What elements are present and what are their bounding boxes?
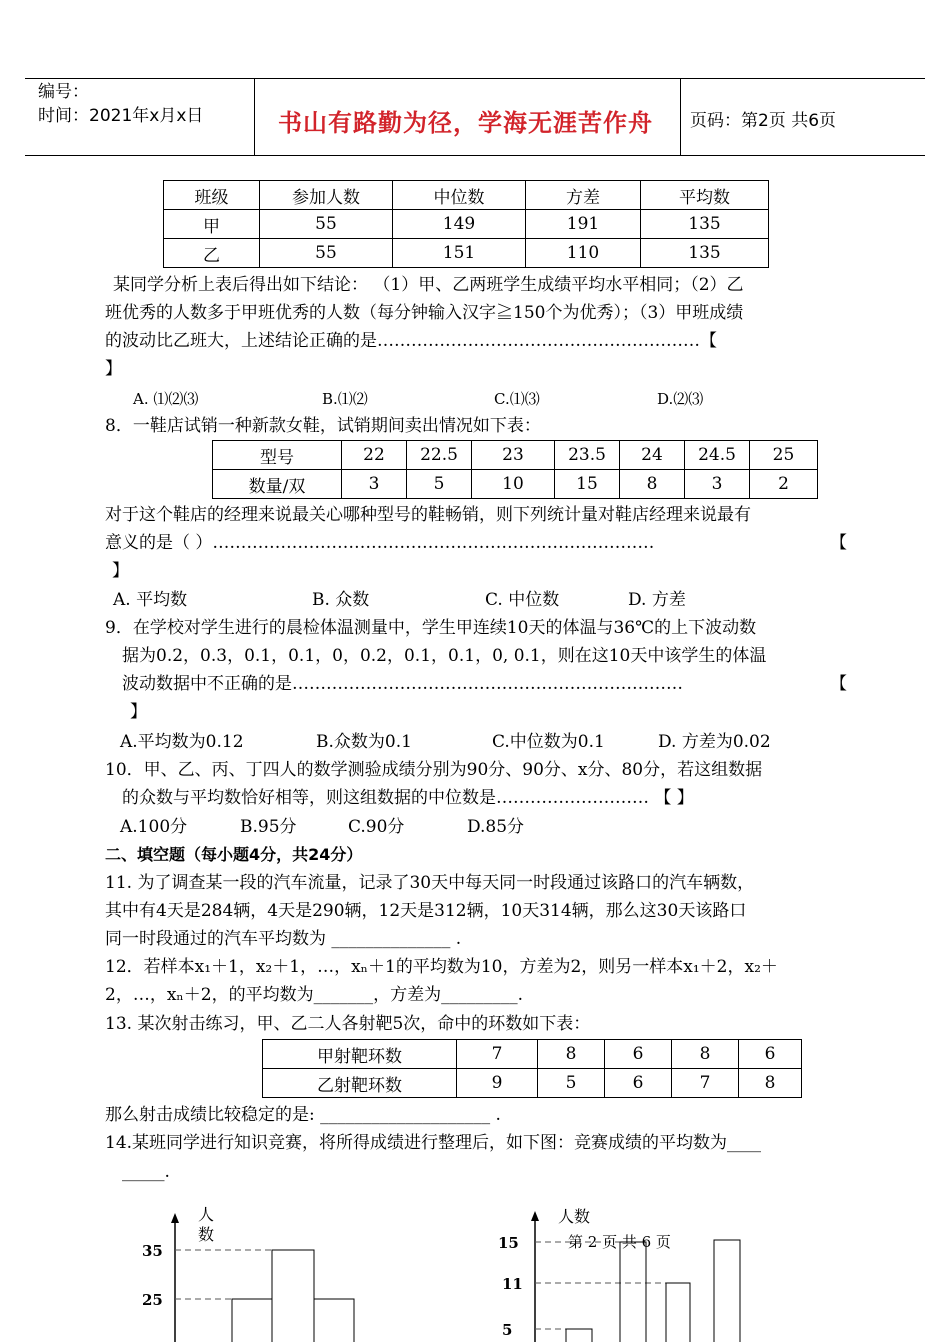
right-histogram <box>490 1195 770 1342</box>
table-row <box>263 1040 802 1069</box>
q7-option-c: C.⑴⑶ <box>494 390 540 408</box>
q10-option-a: A.100分 <box>120 817 188 837</box>
left-ylabel-2: 数 <box>198 1225 215 1244</box>
table-cell: 151 <box>393 239 526 268</box>
q10-line1: 10．甲、乙、丙、丁四人的数学测验成绩分别为90分、90分、x分、80分，若这组数据 <box>105 760 763 780</box>
table-header-cell: 方差 <box>526 181 641 210</box>
section-title-fill-in: 二、填空题（每小题4分，共24分） <box>105 845 363 864</box>
table-row <box>213 470 818 499</box>
table-header-cell: 班级 <box>164 181 260 210</box>
q7-option-d: D.⑵⑶ <box>657 390 704 408</box>
right-bar <box>666 1283 690 1342</box>
q8-bracket-close: 】 <box>112 561 129 581</box>
table-cell: 10 <box>472 470 555 499</box>
table-row <box>164 210 769 239</box>
left-y-axis-arrow <box>171 1213 179 1223</box>
score-table <box>163 180 769 268</box>
left-bar <box>314 1299 354 1342</box>
q9-bracket-close: 】 <box>130 702 147 722</box>
q9-bracket-open: 【 <box>830 674 847 694</box>
q7-line3: 的波动比乙班大，上述结论正确的是…………………………………………………【 <box>105 331 717 351</box>
right-bar <box>620 1242 646 1342</box>
right-tick-11: 11 <box>502 1275 523 1293</box>
shoe-table <box>212 440 818 499</box>
table-cell: 22.5 <box>407 441 472 470</box>
q13-answer: 那么射击成绩比较稳定的是: ____________________ . <box>105 1105 501 1125</box>
table-cell: 7 <box>457 1040 538 1069</box>
header-divider-left <box>254 78 255 156</box>
shooting-table <box>262 1039 802 1098</box>
table-cell: 乙 <box>164 239 260 268</box>
table-cell: 6 <box>605 1069 672 1098</box>
q12-line2: 2，…，xₙ＋2，的平均数为_______，方差为_________. <box>105 985 523 1005</box>
header-left <box>38 80 203 128</box>
right-bar <box>714 1240 740 1342</box>
table-cell: 22 <box>342 441 407 470</box>
table-cell: 5 <box>407 470 472 499</box>
q11-line2: 其中有4天是284辆，4天是290辆，12天是312辆，10天314辆，那么这30天该路口 <box>105 901 747 921</box>
table-cell: 乙射靶环数 <box>263 1069 457 1098</box>
q14-line1: 14.某班同学进行知识竞赛，将所得成绩进行整理后，如下图：竞赛成绩的平均数为____ <box>105 1133 762 1153</box>
table-cell: 9 <box>457 1069 538 1098</box>
table-cell: 25 <box>750 441 818 470</box>
motto-title: 书山有路勤为径，学海无涯苦作舟 <box>278 109 653 137</box>
number-label: 编号： <box>38 82 89 102</box>
q11-line1: 11. 为了调查某一段的汽车流量，记录了30天中每天同一时段通过该路口的汽车辆数， <box>105 873 755 893</box>
table-row <box>263 1069 802 1098</box>
table-cell: 8 <box>620 470 685 499</box>
table-row <box>164 181 769 210</box>
q13-text: 13. 某次射击练习，甲、乙二人各射靶5次，命中的环数如下表： <box>105 1014 591 1034</box>
table-cell: 3 <box>685 470 750 499</box>
table-cell: 24 <box>620 441 685 470</box>
q8-bracket-open: 【 <box>830 533 847 553</box>
header-bottom-rule <box>25 155 925 156</box>
table-cell: 甲 <box>164 210 260 239</box>
table-cell: 15 <box>555 470 620 499</box>
table-cell: 8 <box>739 1069 802 1098</box>
table-cell: 55 <box>260 210 393 239</box>
table-cell: 甲射靶环数 <box>263 1040 457 1069</box>
table-row <box>213 441 818 470</box>
left-bar <box>272 1250 314 1342</box>
q8-option-a: A. 平均数 <box>113 590 188 610</box>
table-cell: 23 <box>472 441 555 470</box>
q8-option-d: D. 方差 <box>628 590 686 610</box>
footer-page-overlay: 第 2 页 共 6 页 <box>568 1233 671 1251</box>
q7-line2: 班优秀的人数多于甲班优秀的人数（每分钟输入汉字≧150个为优秀）；（3）甲班成绩 <box>105 303 744 323</box>
table-cell: 7 <box>672 1069 739 1098</box>
table-cell: 110 <box>526 239 641 268</box>
q8-option-c: C. 中位数 <box>485 590 560 610</box>
q10-option-c: C.90分 <box>348 817 405 837</box>
header-top-rule <box>25 78 925 79</box>
table-header-cell: 平均数 <box>641 181 769 210</box>
q9-line1: 9．在学校对学生进行的晨检体温测量中，学生甲连续10天的体温与36℃的上下波动数 <box>105 618 757 638</box>
left-histogram <box>120 1195 380 1342</box>
table-cell: 135 <box>641 210 769 239</box>
right-y-axis-arrow <box>531 1211 539 1221</box>
page-number-label: 页码：第2页 共6页 <box>690 111 837 131</box>
q8-option-b: B. 众数 <box>312 590 370 610</box>
right-tick-5: 5 <box>502 1321 513 1339</box>
q9-option-d: D. 方差为0.02 <box>658 732 771 752</box>
table-cell: 3 <box>342 470 407 499</box>
table-cell: 8 <box>672 1040 739 1069</box>
q7-line4: 】 <box>105 359 122 379</box>
q10-option-d: D.85分 <box>467 817 525 837</box>
table-row <box>164 239 769 268</box>
q7-option-a: A. ⑴⑵⑶ <box>133 390 199 408</box>
q9-option-b: B.众数为0.1 <box>316 732 412 752</box>
right-tick-15: 15 <box>498 1234 519 1252</box>
time-label: 时间：2021年x月x日 <box>38 106 204 126</box>
table-cell: 24.5 <box>685 441 750 470</box>
q14-line2: _____. <box>122 1162 170 1182</box>
q8-line2: 意义的是（ ）…………………………………………………………………… <box>105 533 655 553</box>
q8-line1: 对于这个鞋店的经理来说最关心哪种型号的鞋畅销，则下列统计量对鞋店经理来说最有 <box>105 505 751 525</box>
q10-line2: 的众数与平均数恰好相等，则这组数据的中位数是……………………… 【 】 <box>122 788 694 808</box>
left-tick-35: 35 <box>142 1242 163 1260</box>
q8-text: 8．一鞋店试销一种新款女鞋，试销期间卖出情况如下表： <box>105 416 541 436</box>
table-cell: 149 <box>393 210 526 239</box>
header-divider-right <box>680 78 681 156</box>
q11-line3: 同一时段通过的汽车平均数为 ______________ . <box>105 929 462 949</box>
right-bar <box>566 1329 592 1342</box>
table-cell: 191 <box>526 210 641 239</box>
left-bar <box>232 1299 272 1342</box>
table-cell: 135 <box>641 239 769 268</box>
table-cell: 数量/双 <box>213 470 342 499</box>
q9-option-a: A.平均数为0.12 <box>120 732 244 752</box>
table-cell: 6 <box>739 1040 802 1069</box>
table-header-cell: 中位数 <box>393 181 526 210</box>
table-cell: 8 <box>538 1040 605 1069</box>
table-cell: 55 <box>260 239 393 268</box>
q10-option-b: B.95分 <box>240 817 297 837</box>
q9-option-c: C.中位数为0.1 <box>492 732 605 752</box>
q12-line1: 12．若样本x₁＋1，x₂＋1，…，xₙ＋1的平均数为10，方差为2，则另一样本x₁＋2，x₂＋ <box>105 957 778 977</box>
q9-line2: 据为0.2，0.3，0.1，0.1，0，0.2，0.1，0.1，0, 0.1，则在这10天中该学生的体温 <box>122 646 767 666</box>
table-cell: 6 <box>605 1040 672 1069</box>
table-cell: 2 <box>750 470 818 499</box>
table-cell: 型号 <box>213 441 342 470</box>
right-ylabel: 人数 <box>558 1207 591 1226</box>
q9-line3: 波动数据中不正确的是…………………………………………………………… <box>122 674 683 694</box>
left-tick-25: 25 <box>142 1291 163 1309</box>
left-ylabel-1: 人 <box>198 1205 215 1224</box>
table-header-cell: 参加人数 <box>260 181 393 210</box>
table-cell: 5 <box>538 1069 605 1098</box>
q7-line1: 某同学分析上表后得出如下结论： （1）甲、乙两班学生成绩平均水平相同；（2）乙 <box>113 275 744 295</box>
table-cell: 23.5 <box>555 441 620 470</box>
q7-option-b: B.⑴⑵ <box>322 390 368 408</box>
